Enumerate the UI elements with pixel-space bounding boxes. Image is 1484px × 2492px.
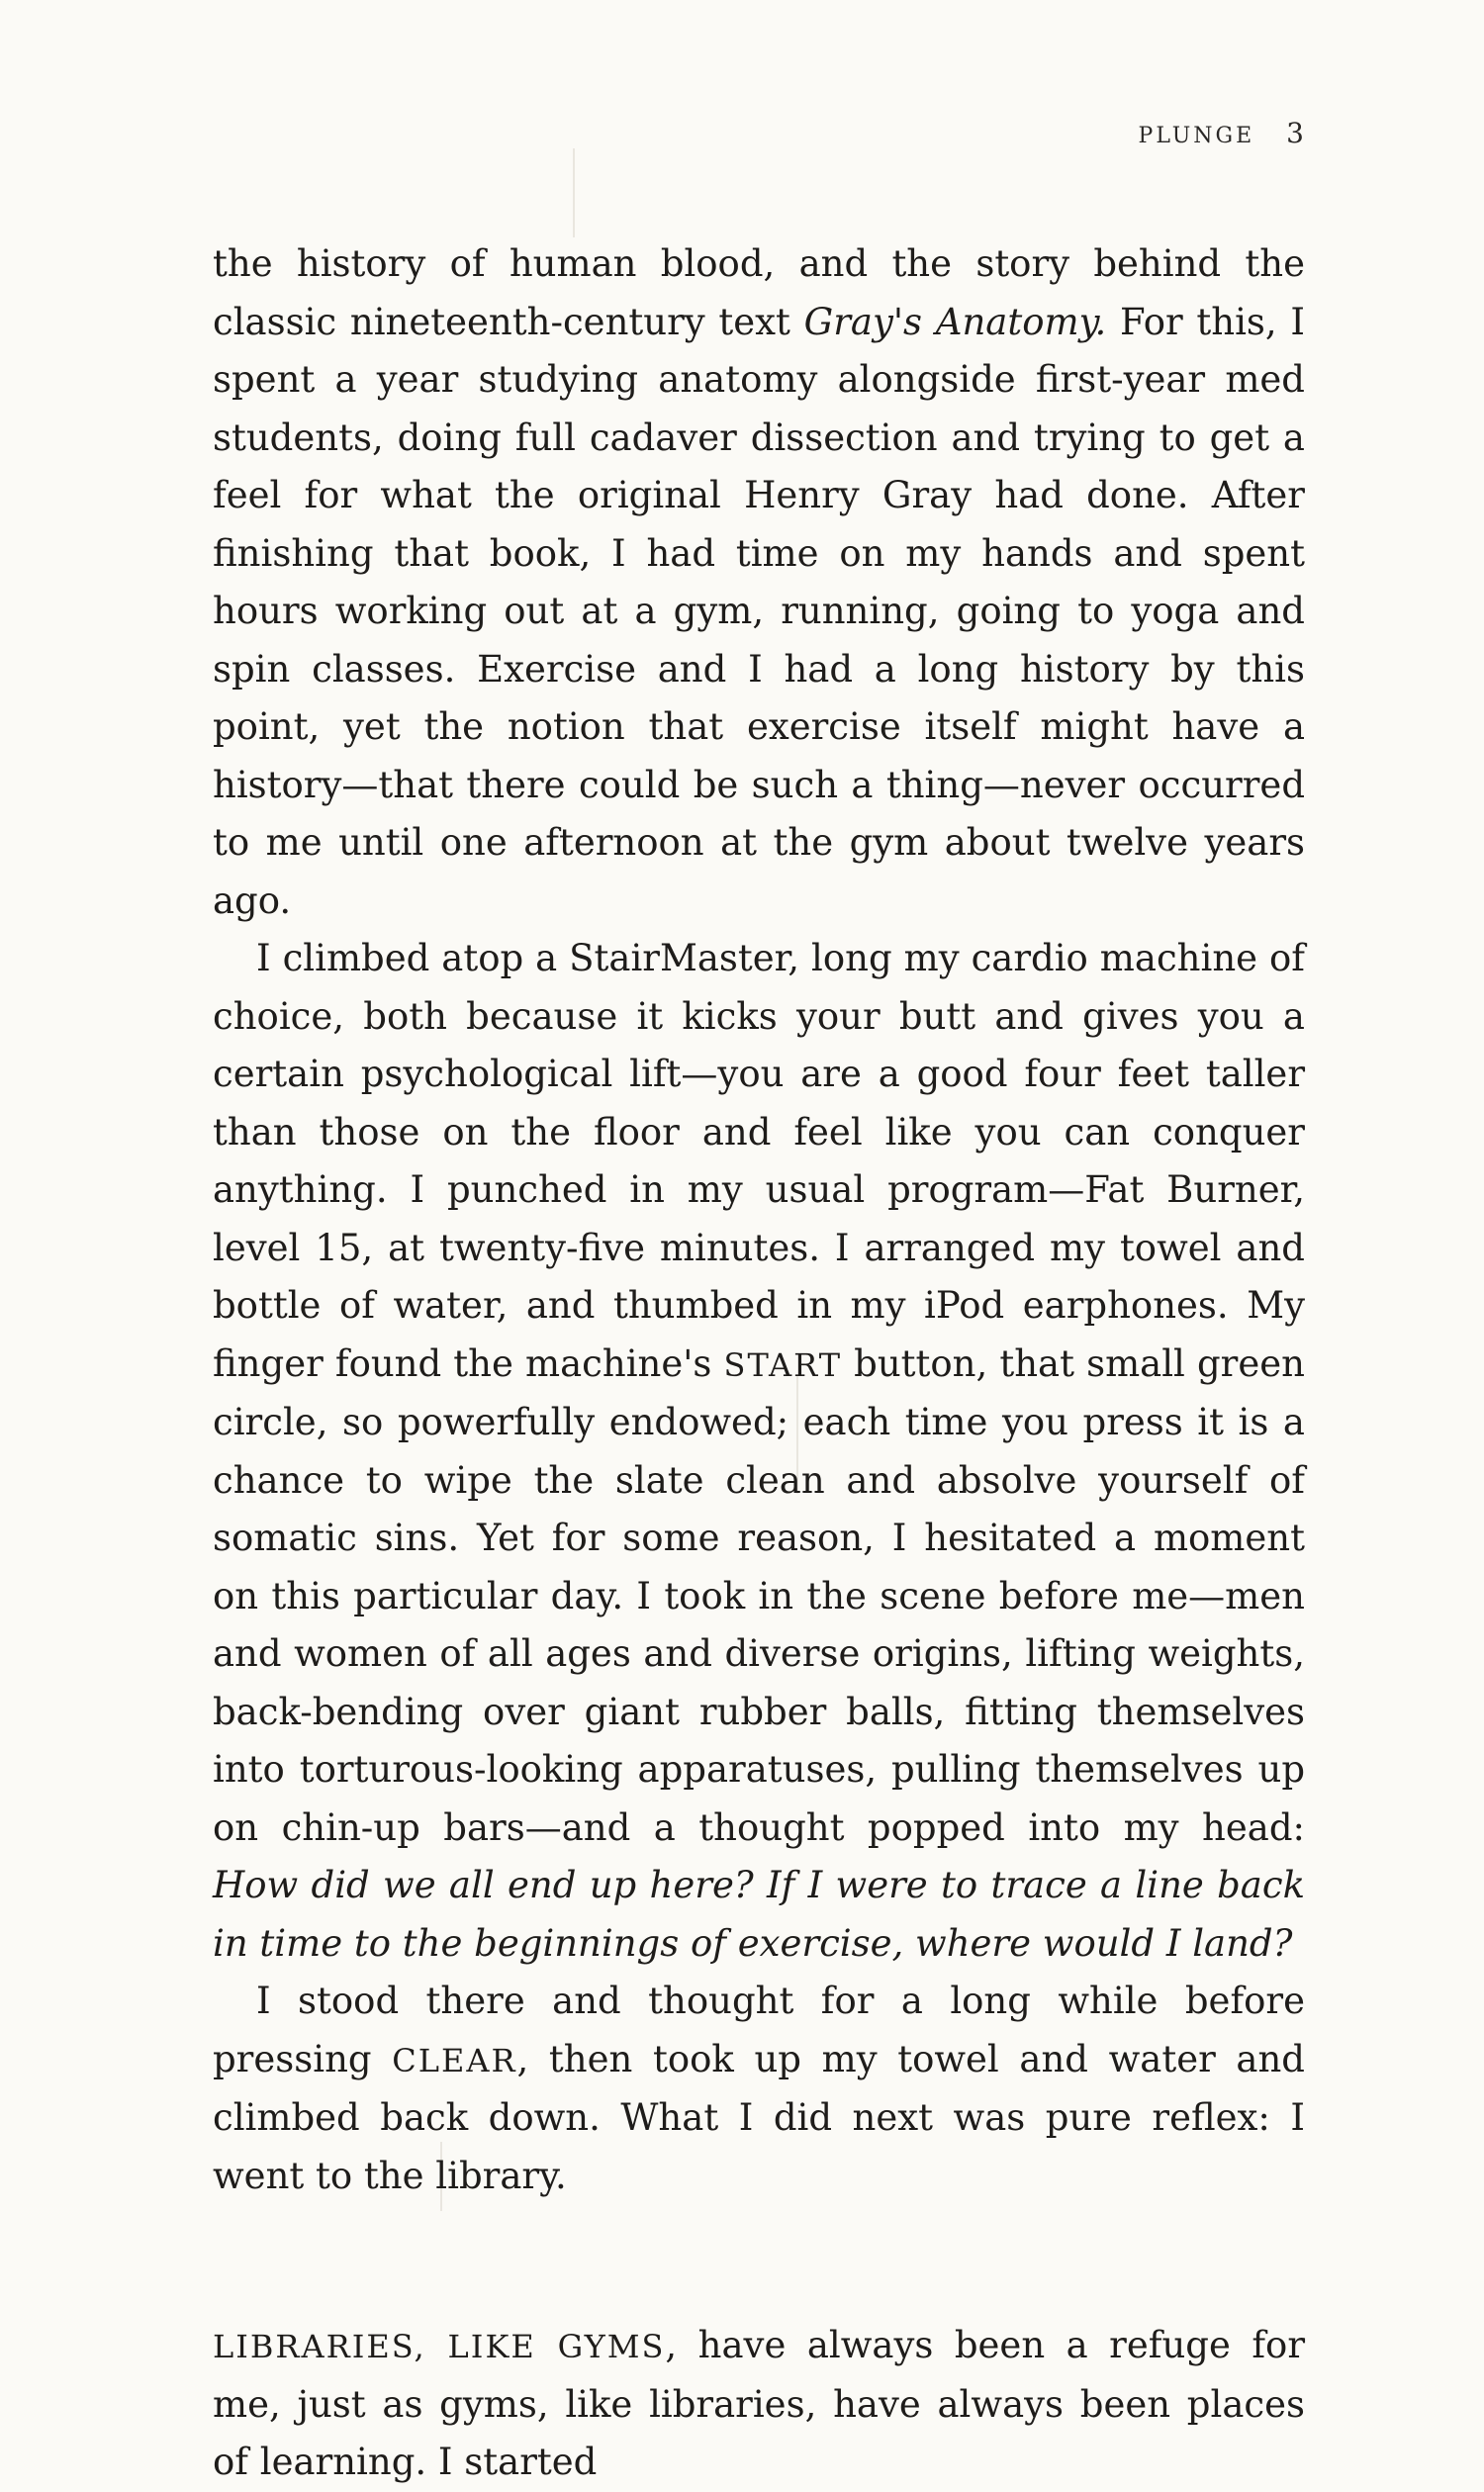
- text-run: the history of human blood, and the story behind the classic nineteenth-century text: [213, 242, 1305, 343]
- text-run: button, that small green circle, so powerfully endowed; each time you press it is a chance to wipe the slate clean and absolve yourself of somatic sins. Yet for some reason, I hesitated a moment on this particular day. I took in the scene before me—men and women of all ages and diverse origins, lifting weights, back-bending over giant rubber balls, fitting themselves into torturous-looking apparatuses, pulling themselves up on chin-up bars—and a thought popped into my head:: [213, 1341, 1305, 1849]
- page-number: 3: [1286, 117, 1304, 149]
- italic-thought: How did we all end up here? If I were to trace a line back in time to the beginnings of exercise, where would I land?: [213, 1864, 1305, 1965]
- text-run: , then took up my towel and water and climbed back down. What I did next was pure reflex: I went to the library.: [213, 2037, 1305, 2197]
- running-title: PLUNGE: [1138, 124, 1255, 148]
- paragraph-2: [213, 930, 1305, 1973]
- small-caps-lead-in: LIBRARIES, LIKE GYMS: [213, 2328, 666, 2365]
- small-caps-start: START: [723, 1345, 843, 1384]
- text-run: For this, I spent a year studying anatomy alongside first-year med students, doing full cadaver dissection and trying to get a feel for what the original Henry Gray had done. After finishing that book, I had time on my hands and spent hours working out at a gym, running, going to yoga and spin classes. Exercise and I had a long history by this point, yet the notion that exercise itself might have a history—that there could be such a thing—never occurred to me until one afternoon at the gym about twelve years ago.: [213, 300, 1306, 922]
- running-head: [1139, 117, 1304, 149]
- text-run: I stood there and thought for a long while before pressing: [213, 1980, 1305, 2080]
- text-run: I climbed atop a StairMaster, long my cardio machine of choice, both because it kicks your butt and gives you a certain psychological lift—you are a good four feet taller than those on the floor and feel like you can conquer anything. I punched in my usual program—Fat Burner, level 15, at twenty-five minutes. I arranged my towel and bottle of water, and thumbed in my iPod earphones. My finger found the machine's: [213, 937, 1305, 1385]
- paragraph-3: [213, 1973, 1305, 2205]
- scan-artifact: [573, 148, 575, 237]
- body-text: [213, 235, 1305, 2492]
- paragraph-4: [213, 2317, 1305, 2492]
- section-break: [213, 2205, 1305, 2317]
- book-title: Gray's Anatomy.: [803, 300, 1107, 343]
- paragraph-1: [213, 235, 1305, 930]
- text-run: , have always been a refuge for me, just as gyms, like libraries, have always been places of learning. I started: [213, 2324, 1305, 2483]
- small-caps-clear: CLEAR: [392, 2041, 517, 2079]
